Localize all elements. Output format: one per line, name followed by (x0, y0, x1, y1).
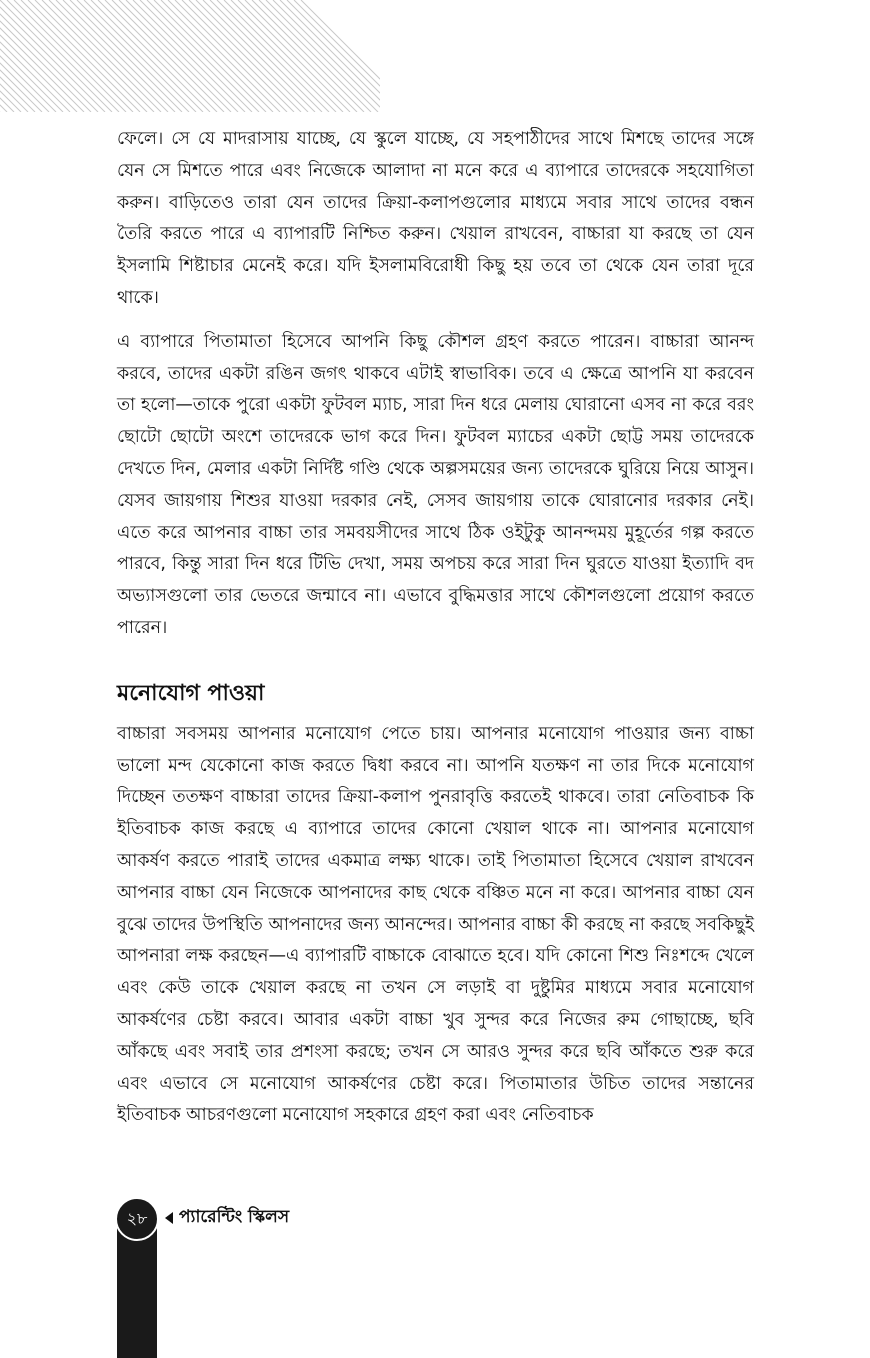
hatch-line (7, 0, 119, 112)
running-footer (165, 1204, 289, 1232)
hatch-line (154, 0, 266, 112)
hatch-line (231, 0, 343, 112)
hatch-line (49, 0, 161, 112)
hatch-line (224, 0, 336, 112)
hatch-line (140, 0, 252, 112)
hatch-line (42, 0, 154, 112)
hatch-line (63, 0, 175, 112)
hatch-line (210, 0, 322, 112)
page-body (117, 124, 754, 1144)
hatch-line (259, 0, 371, 112)
section-heading: মনোযোগ পাওয়া (117, 680, 265, 706)
hatch-line (56, 0, 168, 112)
hatch-line (133, 0, 245, 112)
hatch-line (21, 0, 133, 112)
hatch-line (84, 0, 196, 112)
paragraph-3: বাচ্চারা সবসময় আপনার মনোযোগ পেতে চায়। আপনার মনোযোগ পাওয়ার জন্য বাচ্চা ভালো মন্দ যেকোনো কাজ করতে দ্বিধা করবে না। আপনি যতক্ষণ না তার দিকে মনোযোগ দিচ্ছেন ততক্ষণ বাচ্চারা তাদের ক্রিয়া-কলাপ পুনরাবৃত্তি করতেই থাকবে। তারা নেতিবাচক কি ইতিবাচক কাজ করছে এ ব্যাপারে তাদের কোনো খেয়াল থাকে না। আপনার মনোযোগ আকর্ষণ করতে পারাই তাদের একমাত্র লক্ষ্য থাকে। তাই পিতামাতা হিসেবে খেয়াল রাখবেন আপনার বাচ্চা যেন নিজেকে আপনাদের কাছ থেকে বঞ্চিত মনে না করে। আপনার বাচ্চা যেন বুঝে তাদের উপস্থিতি আপনাদের জন্য আনন্দের। আপনার বাচ্চা কী করছে না করছে সবকিছুই আপনারা লক্ষ করছেন—এ ব্যাপারটি বাচ্চাকে বোঝাতে হবে। যদি কোনো শিশু নিঃশব্দে খেলে এবং কেউ তাকে খেয়াল করছে না তখন সে লড়াই বা দুষ্টুমির মাধ্যমে সবার মনোযোগ আকর্ষণের চেষ্টা করবে। আবার একটা বাচ্চা খুব সুন্দর করে নিজের রুম গোছাচ্ছে, ছবি আঁকছে এবং সবাই তার প্রশংসা করছে; তখন সে আরও সুন্দর করে ছবি আঁকতে শুরু করে এবং এভাবে সে মনোযোগ আকর্ষণের চেষ্টা করে। পিতামাতার উচিত তাদের সন্তানের ইতিবাচক আচরণগুলো মনোযোগ সহকারে গ্রহণ করা এবং নেতিবাচক (117, 723, 754, 1126)
hatch-line (28, 0, 140, 112)
hatch-line (77, 0, 189, 112)
hatch-line (91, 0, 203, 112)
book-title: প্যারেন্টিং স্কিলস (179, 1207, 290, 1227)
triangle-left-icon (165, 1212, 173, 1224)
hatch-line (168, 0, 280, 112)
hatch-line (161, 0, 273, 112)
hatch-line (217, 0, 329, 112)
page-number: ২৮ (115, 1197, 159, 1241)
hatch-line (98, 0, 210, 112)
hatch-line (175, 0, 287, 112)
hatch-line (238, 0, 350, 112)
decorative-hatch (0, 0, 380, 112)
hatch-line (112, 0, 224, 112)
paragraph-2: এ ব্যাপারে পিতামাতা হিসেবে আপনি কিছু কৌশল গ্রহণ করতে পারেন। বাচ্চারা আনন্দ করবে, তাদের একটা রঙিন জগৎ থাকবে এটাই স্বাভাবিক। তবে এ ক্ষেত্রে আপনি যা করবেন তা হলো—তাকে পুরো একটা ফুটবল ম্যাচ, সারা দিন ধরে মেলায় ঘোরানো এসব না করে বরং ছোটো ছোটো অংশে তাদেরকে ভাগ করে দিন। ফুটবল ম্যাচের একটা ছোট্ট সময় তাদেরকে দেখতে দিন, মেলার একটা নির্দিষ্ট গণ্ডি থেকে অল্পসময়ের জন্য তাদেরকে ঘুরিয়ে নিয়ে আসুন। যেসব জায়গায় শিশুর যাওয়া দরকার নেই, সেসব জায়গায় তাকে ঘোরানোর দরকার নেই। এতে করে আপনার বাচ্চা তার সমবয়সীদের সাথে ঠিক ওইটুকু আনন্দময় মুহূর্তের গল্প করতে পারবে, কিন্তু সারা দিন ধরে টিভি দেখা, সময় অপচয় করে সারা দিন ঘুরতে যাওয়া ইত্যাদি বদ অভ্যাসগুলো তার ভেতরে জন্মাবে না। এভাবে বুদ্ধিমত্তার সাথে কৌশলগুলো প্রয়োগ করতে পারেন। (117, 331, 754, 638)
hatch-line (126, 0, 238, 112)
paragraph-1: ফেলে। সে যে মাদরাসায় যাচ্ছে, যে স্কুলে যাচ্ছে, যে সহপাঠীদের সাথে মিশছে তাদের সঙ্গে যেন সে মিশতে পারে এবং নিজেকে আলাদা না মনে করে এ ব্যাপারে তাদেরকে সহযোগিতা করুন। বাড়িতেও তারা যেন তাদের ক্রিয়া-কলাপগুলোর মাধ্যমে সবার সাথে তাদের বন্ধন তৈরি করতে পারে এ ব্যাপারটি নিশ্চিত করুন। খেয়াল রাখবেন, বাচ্চারা যা করছে তা যেন ইসলামি শিষ্টাচার মেনেই করে। যদি ইসলামবিরোধী কিছু হয় তবে তা থেকে যেন তারা দূরে থাকে। (117, 129, 754, 308)
hatch-line (0, 0, 112, 112)
hatch-line (105, 0, 217, 112)
hatch-line (196, 0, 308, 112)
hatch-line (182, 0, 294, 112)
hatch-line (294, 0, 380, 112)
hatch-line (245, 0, 357, 112)
hatch-line (35, 0, 147, 112)
hatch-line (189, 0, 301, 112)
hatch-line (280, 0, 380, 112)
hatch-line (70, 0, 182, 112)
hatch-line (252, 0, 364, 112)
hatch-line (266, 0, 378, 112)
hatch-line (119, 0, 231, 112)
hatch-line (14, 0, 126, 112)
hatch-line (203, 0, 315, 112)
hatch-line (147, 0, 259, 112)
